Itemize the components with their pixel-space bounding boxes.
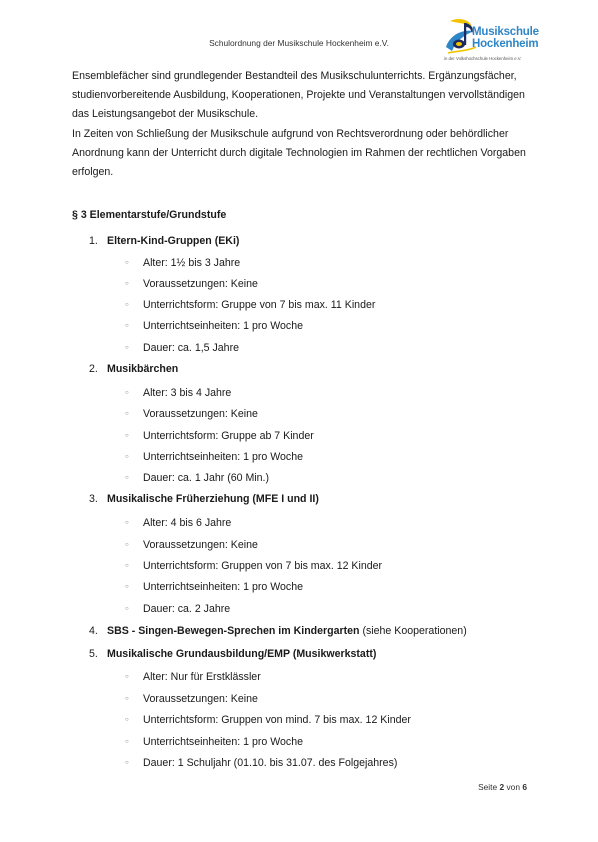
list-number: 3. [89,493,98,505]
detail-item: ○ Dauer: ca. 2 Jahre [125,603,231,615]
detail-item: ○ Voraussetzungen: Keine [125,278,258,290]
list-item-2 [89,363,178,375]
paragraph-digital: In Zeiten von Schließung der Musikschule aufgrund von Rechtsverordnung oder behördlicher Anordnung kann der Unterricht durch digitale Technologien im Rahmen der rechtlichen Vorgaben erfolgen. [72,128,526,178]
list-item-3 [89,493,319,505]
list-number: 4. [89,625,98,637]
paragraph-ensemble: Ensemblefächer sind grundlegender Bestandteil des Musikschulunterrichts. Ergänzungsfächer, studienvorbereitende Ausbildung, Kooperationen, Projekte und Veranstaltungen vervollständigen das Leistungsangebot der Musikschule. [72,70,525,120]
list-item-4 [89,625,467,637]
list-title: Musikalische Grundausbildung/EMP (Musikwerkstatt) [107,648,377,660]
list-title: SBS - Singen-Bewegen-Sprechen im Kindergarten [107,625,360,637]
circle-bullet-icon: ○ [125,696,129,702]
logo-name-line2: Hockenheim [472,38,539,50]
circle-bullet-icon: ○ [125,520,129,526]
list-item-1 [89,235,239,247]
list-number: 5. [89,648,98,660]
detail-item: ○ Unterrichtseinheiten: 1 pro Woche [125,451,303,463]
detail-item: ○ Dauer: ca. 1,5 Jahre [125,342,239,354]
detail-item: ○ Unterrichtsform: Gruppe von 7 bis max. 11 Kinder [125,299,376,311]
detail-item: ○ Voraussetzungen: Keine [125,408,258,420]
detail-item: ○ Unterrichtsform: Gruppe ab 7 Kinder [125,430,314,442]
circle-bullet-icon: ○ [125,281,129,287]
detail-item: ○ Voraussetzungen: Keine [125,693,258,705]
circle-bullet-icon: ○ [125,674,129,680]
circle-bullet-icon: ○ [125,390,129,396]
circle-bullet-icon: ○ [125,411,129,417]
detail-item: ○ Alter: Nur für Erstklässler [125,671,261,683]
circle-bullet-icon: ○ [125,454,129,460]
logo-subtitle: in der Volkshochschule Hockenheim e.V. [444,56,522,61]
current-page: 2 [499,782,505,792]
list-title: Musikalische Früherziehung (MFE I und II) [107,493,319,505]
circle-bullet-icon: ○ [125,302,129,308]
page-header-title: Schulordnung der Musikschule Hockenheim e.V. [209,38,389,48]
logo-name-line1: Musikschule [472,26,539,38]
circle-bullet-icon: ○ [125,606,129,612]
detail-item: ○ Dauer: 1 Schuljahr (01.10. bis 31.07. des Folgejahres) [125,757,398,769]
list-suffix: (siehe Kooperationen) [359,625,467,637]
detail-item: ○ Unterrichtseinheiten: 1 pro Woche [125,320,303,332]
musikschule-logo [442,17,566,63]
detail-item: ○ Alter: 3 bis 4 Jahre [125,387,232,399]
list-number: 1. [89,235,98,247]
list-title: Musikbärchen [107,363,179,375]
detail-item: ○ Unterrichtseinheiten: 1 pro Woche [125,736,303,748]
list-title: Eltern-Kind-Gruppen (EKi) [107,235,240,247]
circle-bullet-icon: ○ [125,717,129,723]
circle-bullet-icon: ○ [125,563,129,569]
detail-item: ○ Unterrichtsform: Gruppen von 7 bis max. 12 Kinder [125,560,383,572]
detail-item: ○ Voraussetzungen: Keine [125,539,258,551]
detail-item: ○ Unterrichtsform: Gruppen von mind. 7 bis max. 12 Kinder [125,714,411,726]
list-number: 2. [89,363,98,375]
circle-bullet-icon: ○ [125,584,129,590]
circle-bullet-icon: ○ [125,260,129,266]
circle-bullet-icon: ○ [125,345,129,351]
section-heading: § 3 Elementarstufe/Grundstufe [72,209,227,221]
circle-bullet-icon: ○ [125,323,129,329]
detail-item: ○ Alter: 4 bis 6 Jahre [125,517,232,529]
page-number: Seite 2 von 6 [478,782,527,792]
circle-bullet-icon: ○ [125,542,129,548]
detail-item: ○ Unterrichtseinheiten: 1 pro Woche [125,581,303,593]
circle-bullet-icon: ○ [125,433,129,439]
total-pages: 6 [522,782,527,792]
circle-bullet-icon: ○ [125,475,129,481]
circle-bullet-icon: ○ [125,739,129,745]
detail-item: ○ Alter: 1½ bis 3 Jahre [125,257,241,269]
list-item-5 [89,648,376,660]
detail-item: ○ Dauer: ca. 1 Jahr (60 Min.) [125,472,269,484]
circle-bullet-icon: ○ [125,760,129,766]
